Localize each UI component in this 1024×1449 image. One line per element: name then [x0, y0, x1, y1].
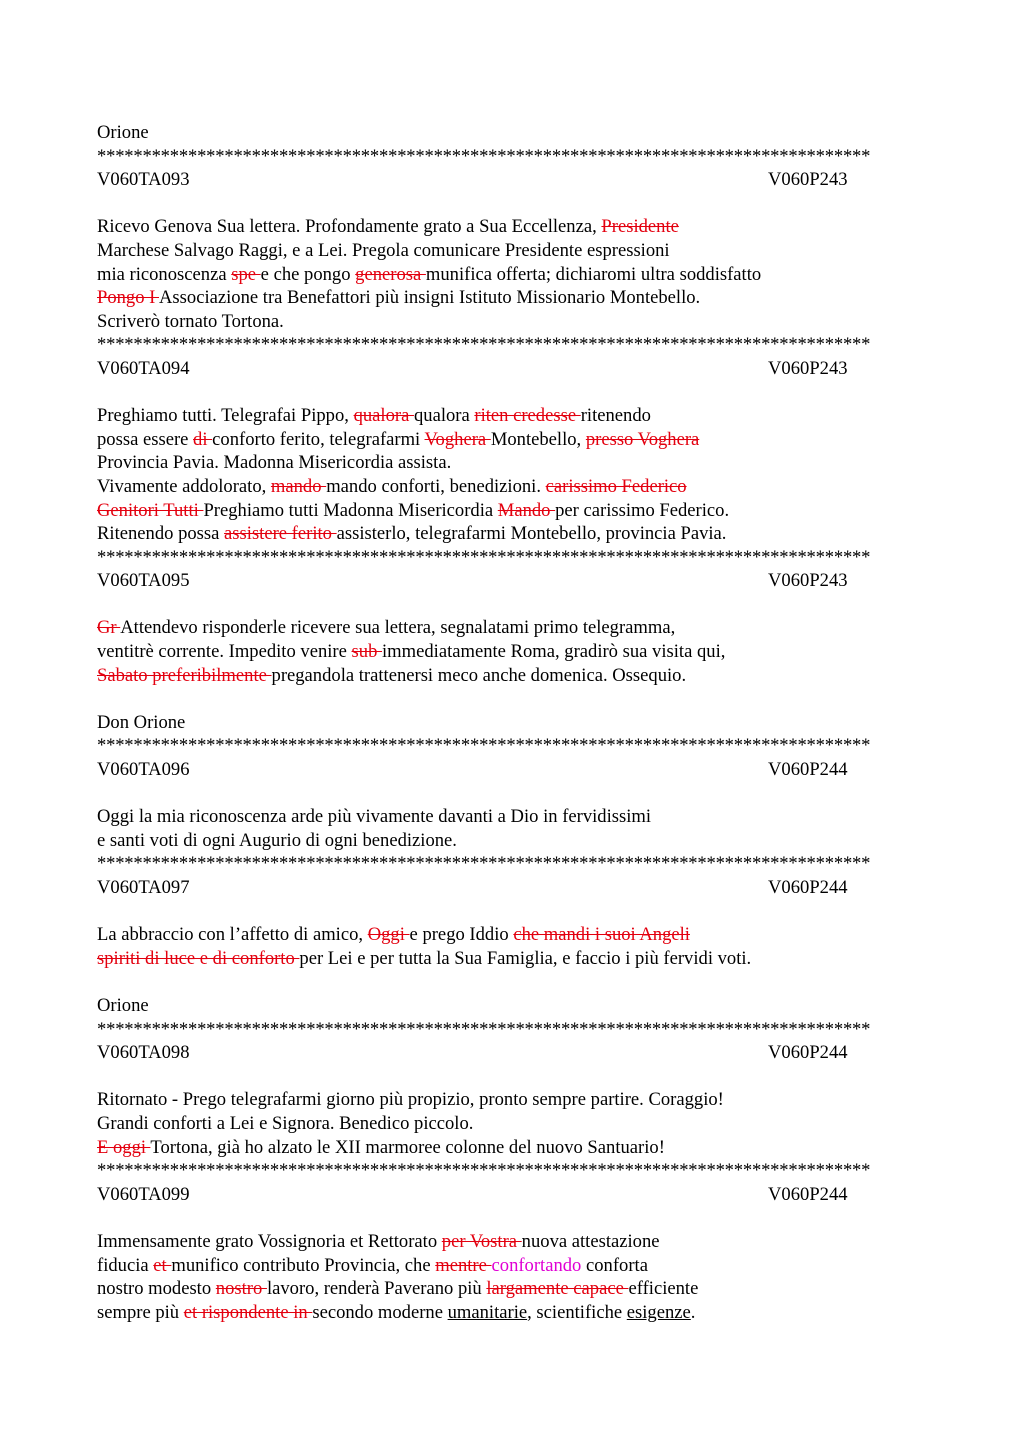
deleted-text: carissimo Federico — [545, 475, 687, 497]
deleted-text: largamente capace — [486, 1278, 629, 1300]
text-line — [97, 499, 925, 523]
separator-line: ************************************************************************************* — [97, 145, 871, 167]
deleted-text: nostro — [215, 1278, 267, 1300]
text-segment: ritenendo — [580, 405, 651, 427]
text-line — [97, 923, 925, 947]
text-line — [97, 640, 925, 664]
entry-id: V060TA093 — [97, 169, 190, 191]
text-line — [97, 1112, 925, 1136]
text-segment: efficiente — [628, 1278, 699, 1300]
entry-header — [97, 876, 857, 900]
spacer — [97, 593, 925, 617]
text-segment: , scientifiche — [527, 1301, 627, 1323]
deleted-text: E oggi — [97, 1136, 151, 1158]
entry-page-ref: V060P244 — [768, 1183, 848, 1205]
deleted-text: Pongo I — [97, 287, 159, 309]
text-segment: Provincia Pavia. Madonna Misericordia assista. — [97, 452, 452, 474]
separator-line: ************************************************************************************* — [97, 334, 871, 356]
text-segment: Attendevo risponderle ricevere sua lettera, segnalatami primo telegramma, — [120, 617, 676, 639]
entry-id: V060TA098 — [97, 1042, 190, 1064]
text-segment: munifica offerta; dichiaromi ultra soddisfatto — [425, 263, 762, 285]
deleted-text: presso Voghera — [585, 428, 700, 450]
text-segment: Ricevo Genova Sua lettera. Profondamente grato a Sua Eccellenza, — [97, 216, 602, 238]
entry-id: V060TA099 — [97, 1183, 190, 1205]
text-segment: conforta — [581, 1254, 648, 1276]
text-segment: e prego Iddio — [409, 924, 514, 946]
text-line — [97, 475, 925, 499]
entry-page-ref: V060P243 — [768, 570, 848, 592]
spacer — [97, 381, 925, 405]
separator-line: ************************************************************************************* — [97, 546, 871, 568]
text-line — [97, 239, 925, 263]
deleted-text: Presidente — [601, 216, 679, 238]
text-line — [97, 522, 925, 546]
text-segment: Associazione tra Benefattori più insigni Istituto Missionario Montebello. — [159, 287, 701, 309]
underlined-text: esigenze — [626, 1301, 691, 1323]
text-line — [97, 1136, 925, 1160]
entry-id: V060TA094 — [97, 357, 190, 379]
text-line — [97, 1254, 925, 1278]
text-line — [97, 404, 925, 428]
spacer — [97, 900, 925, 924]
deleted-text: Genitori Tutti — [97, 499, 204, 521]
text-segment: pregandola trattenersi meco anche domenica. Ossequio. — [271, 664, 687, 686]
text-segment: Oggi la mia riconoscenza arde più vivamente davanti a Dio in fervidissimi — [97, 806, 652, 828]
opening-signature: Orione — [97, 122, 149, 143]
entry-id: V060TA097 — [97, 877, 190, 898]
deleted-text: et — [153, 1254, 172, 1276]
text-line — [97, 805, 925, 829]
text-segment: Immensamente grato Vossignoria et Rettorato — [97, 1230, 442, 1252]
text-line — [97, 451, 925, 475]
deleted-text: Mando — [497, 499, 556, 521]
entry-header — [97, 1183, 857, 1207]
entry-page-ref: V060P243 — [768, 169, 848, 191]
text-line — [97, 1277, 925, 1301]
entry-id: V060TA096 — [97, 759, 190, 781]
deleted-text: Gr — [97, 617, 121, 639]
underlined-text: umanitarie — [447, 1301, 528, 1323]
entry-header — [97, 357, 857, 381]
text-segment: Preghiamo tutti. Telegrafai Pippo, — [97, 405, 354, 427]
text-line — [97, 310, 925, 334]
text-line — [97, 1301, 925, 1325]
spacer — [97, 1065, 925, 1089]
deleted-text: qualora — [353, 405, 414, 427]
deleted-text: riten credesse — [474, 405, 581, 427]
deleted-text: mentre — [435, 1254, 492, 1276]
text-segment: secondo moderne — [312, 1301, 448, 1323]
deleted-text: spe — [231, 263, 261, 285]
document-body — [97, 121, 925, 1324]
text-segment: Ritornato - Prego telegrafarmi giorno più propizio, pronto sempre partire. Coraggio! — [97, 1089, 724, 1111]
text-segment: munifico contributo Provincia, che — [171, 1254, 436, 1276]
entry-header — [97, 758, 857, 782]
text-segment: Montebello, — [490, 428, 586, 450]
text-segment: nostro modesto — [97, 1278, 216, 1300]
deleted-text: sub — [351, 641, 383, 663]
entry-header — [97, 168, 857, 192]
text-line — [97, 664, 925, 688]
text-segment: Vivamente addolorato, — [97, 475, 271, 497]
entry-header — [97, 569, 857, 593]
text-segment: La abbraccio con l’affetto di amico, — [97, 924, 368, 946]
text-line — [97, 616, 925, 640]
deleted-text: et rispondente in — [183, 1301, 313, 1323]
text-segment: sempre più — [97, 1301, 184, 1323]
text-line — [97, 215, 925, 239]
deleted-text: che mandi i suoi Angeli — [513, 924, 690, 946]
text-segment: mia riconoscenza — [97, 263, 232, 285]
spacer — [97, 687, 925, 711]
text-segment: Scriverò tornato Tortona. — [97, 310, 284, 332]
spacer — [97, 192, 925, 216]
text-segment: ventitrè corrente. Impedito venire — [97, 641, 352, 663]
text-segment: qualora — [413, 405, 475, 427]
text-segment: nuova attestazione — [521, 1230, 660, 1252]
text-segment: conforto ferito, telegrafarmi — [212, 428, 425, 450]
entry-page-ref: V060P244 — [768, 877, 848, 898]
signature: Orione — [97, 994, 149, 1016]
text-segment: lavoro, renderà Paverano più — [266, 1278, 487, 1300]
text-segment: Tortona, già ho alzato le XII marmoree colonne del nuovo Santuario! — [150, 1136, 665, 1158]
separator-line: ************************************************************************************* — [97, 853, 871, 875]
text-segment: e santi voti di ogni Augurio di ogni benedizione. — [97, 829, 457, 851]
text-line — [97, 1230, 925, 1254]
text-segment: possa essere — [97, 428, 194, 450]
deleted-text: Oggi — [367, 924, 410, 946]
entry-id: V060TA095 — [97, 570, 190, 592]
text-line — [97, 428, 925, 452]
separator-line: ************************************************************************************* — [97, 735, 871, 757]
entry-page-ref: V060P243 — [768, 357, 848, 379]
spacer — [97, 970, 925, 994]
text-segment: Grandi conforti a Lei e Signora. Benedico piccolo. — [97, 1112, 474, 1134]
text-line — [97, 947, 925, 971]
text-segment: mando conforti, benedizioni. — [326, 475, 546, 497]
deleted-text: Voghera — [424, 428, 491, 450]
deleted-text: mando — [270, 475, 327, 497]
entry-page-ref: V060P244 — [768, 1042, 848, 1064]
text-line — [97, 263, 925, 287]
text-segment: per Lei e per tutta la Sua Famiglia, e faccio i più fervidi voti. — [299, 947, 752, 969]
deleted-text: generosa — [355, 263, 426, 285]
text-segment: fiducia — [97, 1254, 154, 1276]
text-segment: e che pongo — [260, 263, 356, 285]
inserted-text: confortando — [491, 1254, 582, 1276]
text-segment: Preghiamo tutti Madonna Misericordia — [203, 499, 498, 521]
signature: Don Orione — [97, 711, 186, 733]
text-segment: Marchese Salvago Raggi, e a Lei. Pregola comunicare Presidente espressioni — [97, 239, 670, 261]
text-line — [97, 1088, 925, 1112]
text-line — [97, 286, 925, 310]
deleted-text: spiriti di luce e di conforto — [97, 947, 300, 969]
entry-header — [97, 1041, 857, 1065]
deleted-text: per Vostra — [441, 1230, 522, 1252]
deleted-text: assistere ferito — [224, 523, 337, 545]
text-line — [97, 829, 925, 853]
text-segment: assisterlo, telegrafarmi Montebello, provincia Pavia. — [336, 523, 727, 545]
deleted-text: Sabato preferibilmente — [97, 664, 272, 686]
deleted-text: di — [193, 428, 213, 450]
entry-page-ref: V060P244 — [768, 759, 848, 781]
text-segment: per carissimo Federico. — [555, 499, 730, 521]
spacer — [97, 1206, 925, 1230]
spacer — [97, 782, 925, 806]
separator-line: ************************************************************************************* — [97, 1160, 871, 1182]
text-segment: immediatamente Roma, gradirò sua visita qui, — [382, 641, 726, 663]
separator-line: ************************************************************************************* — [97, 1018, 871, 1040]
text-segment: Ritenendo possa — [97, 523, 225, 545]
text-segment: . — [690, 1301, 696, 1323]
